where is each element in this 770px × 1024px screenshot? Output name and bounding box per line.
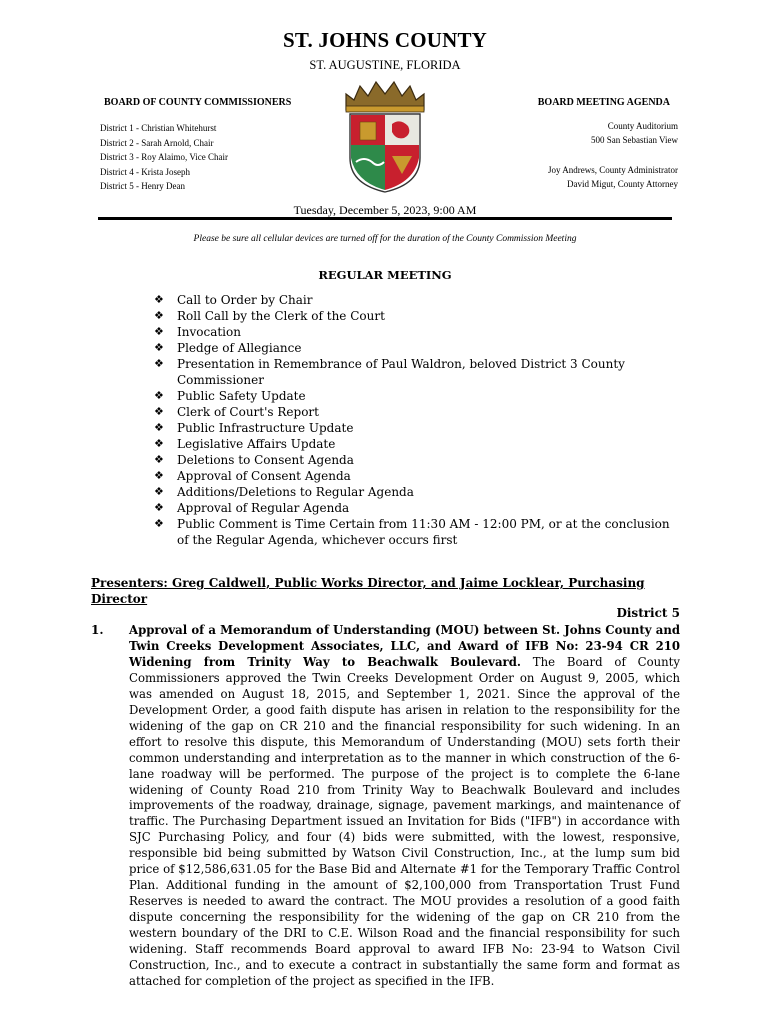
diamond-bullet-icon: ❖ bbox=[154, 501, 164, 514]
agenda-item-title: Approval of a Memorandum of Understanding (MOU) between St. Johns County and Twin Creeks Development Associates, LLC, and Award of IFB No: 23-94 CR 210 Widening from Trinity Way to Beachwalk Boulevard. bbox=[129, 623, 680, 669]
diamond-bullet-icon: ❖ bbox=[154, 325, 164, 338]
admin-block bbox=[548, 163, 678, 191]
diamond-bullet-icon: ❖ bbox=[154, 421, 164, 434]
district-list bbox=[100, 121, 228, 194]
list-item-label: Call to Order by Chair bbox=[177, 293, 313, 307]
board-agenda-heading: BOARD MEETING AGENDA bbox=[537, 97, 670, 108]
list-item bbox=[154, 340, 674, 356]
agenda-item-body: The Board of County Commissioners approved the Twin Creeks Development Order on August 9, 2005, which was amended on August 18, 2015, and September 1, 2021. Since the approval of the Development Order, a good faith dispute has arisen in relation to the responsibility for the widening of the gap on CR 210 and the financial responsibility for such widening. In an effort to resolve this dispute, this Memorandum of Understanding (MOU) sets forth their common understanding and interpretation as to the manner in which construction of the 6-lane roadway will be performed. The purpose of the project is to complete the 6-lane widening of County Road 210 from Trinity Way to Beachwalk Boulevard and includes improvements of the roadway, drainage, signage, pavement markings, and maintenance of traffic. The Purchasing Department issued an Invitation for Bids ("IFB") in accordance with SJC Purchasing Policy, and four (4) bids were submitted, with the lowest, responsive, responsible bid being submitted by Watson Civil Construction, Inc., at the lump sum bid price of $12,586,631.05 for the Base Bid and Alternate #1 for the Temporary Traffic Control Plan. Additional funding in the amount of $2,100,000 from Transportation Trust Fund Reserves is needed to award the contract. The MOU provides a resolution of a good faith dispute concerning the responsibility for the widening of the gap on CR 210 from the western boundary of the DRI to C.E. Wilson Road and the financial responsibility for such widening. Staff recommends Board approval to award IFB No: 23-94 to Watson Civil Construction, Inc., and to execute a contract in substantially the same form and format as attached for completion of the project as specified in the IFB. bbox=[129, 654, 680, 988]
admin-line: David Migut, County Attorney bbox=[567, 179, 678, 189]
list-item bbox=[154, 356, 674, 388]
page-subtitle: ST. AUGUSTINE, FLORIDA bbox=[309, 58, 461, 72]
diamond-bullet-icon: ❖ bbox=[154, 405, 164, 418]
list-item-label: Public Comment is Time Certain from 11:30 AM - 12:00 PM, or at the conclusion of the Regular Agenda, whichever occurs first bbox=[177, 517, 670, 547]
diamond-bullet-icon: ❖ bbox=[154, 469, 164, 482]
seal-crown-band bbox=[346, 106, 424, 112]
diamond-bullet-icon: ❖ bbox=[154, 517, 164, 530]
seal-tower bbox=[360, 122, 376, 140]
diamond-bullet-icon: ❖ bbox=[154, 437, 164, 450]
diamond-bullet-icon: ❖ bbox=[154, 485, 164, 498]
diamond-bullet-icon: ❖ bbox=[154, 309, 164, 322]
regular-meeting-heading: REGULAR MEETING bbox=[318, 268, 452, 282]
item-district: District 5 bbox=[616, 606, 680, 620]
district-line: District 1 - Christian Whitehurst bbox=[100, 123, 217, 133]
diamond-bullet-icon: ❖ bbox=[154, 293, 164, 306]
diamond-bullet-icon: ❖ bbox=[154, 357, 164, 370]
list-item bbox=[154, 388, 674, 404]
list-item-label: Pledge of Allegiance bbox=[177, 341, 302, 355]
district-line: District 2 - Sarah Arnold, Chair bbox=[100, 137, 214, 148]
diamond-bullet-icon: ❖ bbox=[154, 389, 164, 402]
district-line: District 5 - Henry Dean bbox=[100, 181, 185, 191]
list-item bbox=[154, 292, 674, 308]
list-item bbox=[154, 404, 674, 420]
list-item-label: Public Safety Update bbox=[177, 389, 306, 403]
list-item bbox=[154, 420, 674, 436]
list-item-label: Public Infrastructure Update bbox=[177, 421, 354, 435]
list-item-label: Approval of Consent Agenda bbox=[177, 469, 351, 483]
list-item bbox=[154, 436, 674, 452]
header-divider bbox=[98, 217, 672, 220]
district-line: District 3 - Roy Alaimo, Vice Chair bbox=[100, 152, 229, 162]
diamond-bullet-icon: ❖ bbox=[154, 341, 164, 354]
venue-line: 500 San Sebastian View bbox=[590, 135, 678, 145]
list-item bbox=[154, 452, 674, 468]
list-item-label: Roll Call by the Clerk of the Court bbox=[177, 309, 385, 323]
list-item-label: Invocation bbox=[177, 325, 241, 339]
board-commissioners-heading: BOARD OF COUNTY COMMISSIONERS bbox=[104, 97, 292, 108]
list-item bbox=[154, 516, 674, 548]
list-item bbox=[154, 484, 674, 500]
cellular-notice: Please be sure all cellular devices are turned off for the duration of the County Commission Meeting bbox=[193, 234, 577, 244]
list-item-label: Deletions to Consent Agenda bbox=[177, 453, 354, 467]
list-item bbox=[154, 308, 674, 324]
county-seal-icon bbox=[338, 80, 432, 196]
list-item-label: Approval of Regular Agenda bbox=[177, 501, 350, 515]
presenters-line: Presenters: Greg Caldwell, Public Works Director, and Jaime Locklear, Purchasing Director bbox=[91, 576, 645, 606]
list-item-label: Legislative Affairs Update bbox=[177, 437, 336, 451]
page-title: ST. JOHNS COUNTY bbox=[282, 28, 488, 52]
list-item bbox=[154, 324, 674, 340]
list-item bbox=[154, 468, 674, 484]
list-item-label: Clerk of Court's Report bbox=[177, 405, 319, 419]
regular-meeting-list bbox=[154, 292, 674, 548]
agenda-item-text bbox=[129, 623, 680, 990]
diamond-bullet-icon: ❖ bbox=[154, 453, 164, 466]
venue-block bbox=[591, 119, 678, 147]
district-line: District 4 - Krista Joseph bbox=[100, 166, 190, 177]
item-number: 1. bbox=[91, 623, 104, 637]
list-item-label: Additions/Deletions to Regular Agenda bbox=[177, 485, 414, 499]
admin-line: Joy Andrews, County Administrator bbox=[548, 165, 678, 175]
venue-line: County Auditorium bbox=[607, 121, 678, 131]
meeting-date: Tuesday, December 5, 2023, 9:00 AM bbox=[293, 203, 477, 217]
list-item-label: Presentation in Remembrance of Paul Waldron, beloved District 3 County Commissioner bbox=[177, 357, 625, 387]
list-item bbox=[154, 500, 674, 516]
